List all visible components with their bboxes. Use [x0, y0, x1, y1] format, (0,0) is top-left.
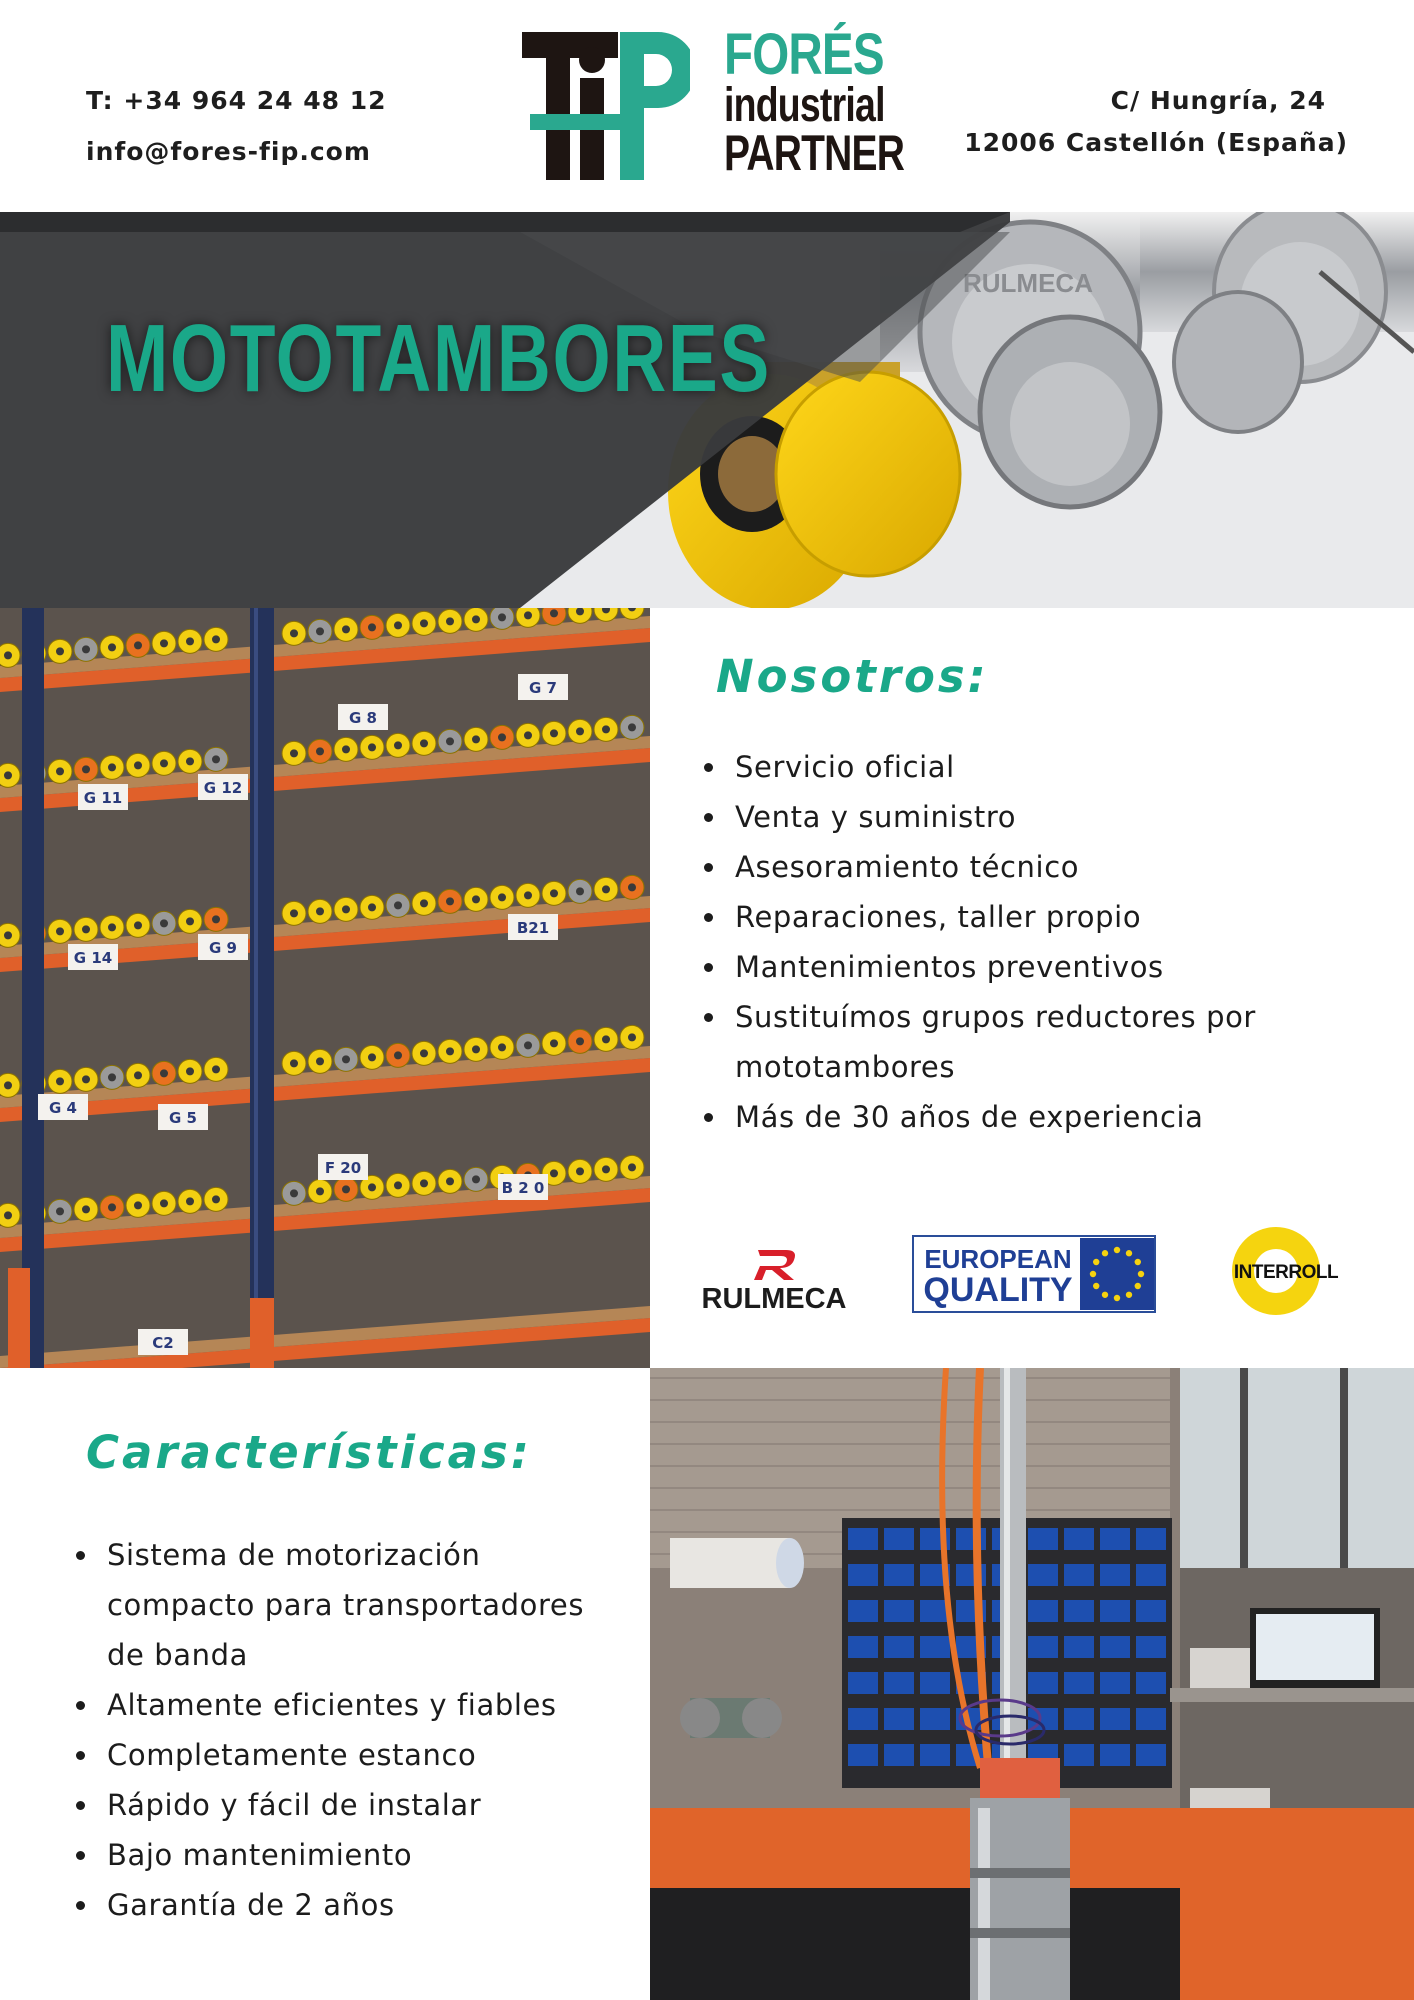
parts-bin [1136, 1672, 1166, 1694]
roller-axle [4, 931, 12, 939]
street-address: C/ Hungría, 24 [1110, 86, 1326, 115]
roller-axle [82, 765, 90, 773]
roller-axle [420, 739, 428, 747]
roller-axle [290, 749, 298, 757]
roller-axle [628, 1163, 636, 1171]
roller-axle [394, 741, 402, 749]
parts-bin [1028, 1528, 1058, 1550]
roller-axle [160, 639, 168, 647]
eu-star-icon [1138, 1271, 1144, 1277]
parts-bin [920, 1672, 950, 1694]
roller-axle [498, 613, 506, 621]
parts-bin [884, 1744, 914, 1766]
fip-logo-icon [520, 26, 690, 180]
brand-wordmark [724, 22, 905, 181]
parts-bin [884, 1600, 914, 1622]
shelf-label: B21 [516, 919, 550, 937]
roller-axle [550, 1039, 558, 1047]
roller-axle [56, 927, 64, 935]
roller-axle [628, 723, 636, 731]
list-item: Mantenimientos preventivos [700, 942, 1380, 992]
roller-axle [420, 1179, 428, 1187]
roller-axle [342, 1185, 350, 1193]
about-list [700, 742, 1380, 1142]
roller-axle [498, 1043, 506, 1051]
eu-star-icon [1114, 1247, 1120, 1253]
roller-axle [524, 1041, 532, 1049]
roller-axle [82, 645, 90, 653]
roller-axle [446, 617, 454, 625]
roller-axle [134, 1071, 142, 1079]
parts-bin [848, 1528, 878, 1550]
eu-star-icon [1093, 1259, 1099, 1265]
roller-axle [342, 905, 350, 913]
roller-axle [4, 651, 12, 659]
eu-star-icon [1090, 1271, 1096, 1277]
parts-bin [1028, 1636, 1058, 1658]
email-address: info@fores-fip.com [86, 137, 371, 166]
roller-axle [394, 1181, 402, 1189]
roller-axle [56, 1207, 64, 1215]
shelf-label: G 14 [73, 949, 113, 967]
roller-axle [446, 897, 454, 905]
parts-bin [920, 1636, 950, 1658]
parts-bin [1100, 1672, 1130, 1694]
eu-star-icon [1114, 1295, 1120, 1301]
roller-axle [316, 907, 324, 915]
eu-star-icon [1135, 1259, 1141, 1265]
parts-bin [1100, 1528, 1130, 1550]
brand-line-industrial: industrial [724, 79, 885, 132]
parts-bin [1100, 1744, 1130, 1766]
roller-axle [108, 1203, 116, 1211]
roller-axle [108, 923, 116, 931]
parts-bin [1028, 1564, 1058, 1586]
parts-bin [956, 1528, 986, 1550]
roller-axle [602, 1165, 610, 1173]
phone-number: T: +34 964 24 48 12 [86, 86, 387, 115]
roller-axle [316, 627, 324, 635]
roller-axle [472, 615, 480, 623]
parts-bin [1028, 1672, 1058, 1694]
list-item: Servicio oficial [700, 742, 1380, 792]
roller-axle [212, 755, 220, 763]
rulmeca-wordmark: RULMECA [701, 1283, 847, 1314]
roller-axle [472, 1175, 480, 1183]
roller-axle [498, 893, 506, 901]
roller-axle [368, 1183, 376, 1191]
roller-axle [472, 895, 480, 903]
hero-banner [0, 212, 1414, 608]
roller-axle [524, 611, 532, 619]
eq-line-2: QUALITY [923, 1271, 1073, 1309]
list-item: Más de 30 años de experiencia [700, 1092, 1380, 1142]
roller-axle [4, 771, 12, 779]
parts-bin [848, 1672, 878, 1694]
parts-bin [1064, 1708, 1094, 1730]
shelf-label: G 9 [209, 939, 237, 957]
shelf-label: G 5 [169, 1109, 197, 1127]
shelf-label: G 12 [203, 779, 243, 797]
roller-axle [134, 1201, 142, 1209]
parts-bin [1136, 1708, 1166, 1730]
roller-axle [498, 733, 506, 741]
list-item: Asesoramiento técnico [700, 842, 1380, 892]
parts-bin [848, 1708, 878, 1730]
roller-axle [368, 743, 376, 751]
roller-axle [576, 1037, 584, 1045]
eu-star-icon [1102, 1292, 1108, 1298]
roller-axle [186, 757, 194, 765]
parts-bin [1100, 1600, 1130, 1622]
roller-axle [602, 1035, 610, 1043]
roller-axle [160, 759, 168, 767]
brand-line-partner: PARTNER [724, 125, 905, 181]
roller-axle [420, 899, 428, 907]
roller-axle [4, 1211, 12, 1219]
roller-axle [290, 909, 298, 917]
list-item: Altamente eficientes y fiables [72, 1680, 632, 1730]
parts-bin [1136, 1564, 1166, 1586]
parts-bin [1028, 1600, 1058, 1622]
eu-star-icon [1126, 1292, 1132, 1298]
roller-axle [342, 1055, 350, 1063]
city-address: 12006 Castellón (España) [964, 128, 1348, 157]
parts-bin [848, 1564, 878, 1586]
roller-axle [160, 919, 168, 927]
parts-bin [1064, 1636, 1094, 1658]
roller-axle [108, 643, 116, 651]
shelf-label: B 2 0 [501, 1179, 545, 1197]
roller-axle [446, 737, 454, 745]
roller-axle [472, 735, 480, 743]
roller-axle [316, 747, 324, 755]
list-item: Garantía de 2 años [72, 1880, 632, 1930]
roller-axle [212, 635, 220, 643]
workshop-image [650, 1368, 1414, 2000]
eu-star-icon [1126, 1250, 1132, 1256]
roller-axle [56, 1077, 64, 1085]
roller-axle [212, 1065, 220, 1073]
roller-axle [316, 1057, 324, 1065]
interroll-wordmark: INTERROLL [1233, 1262, 1339, 1283]
drum-brand-engraving: RULMECA [963, 268, 1093, 298]
roller-axle [82, 1075, 90, 1083]
roller-axle [550, 609, 558, 617]
eu-star-icon [1093, 1283, 1099, 1289]
parts-bin [1064, 1600, 1094, 1622]
warehouse-shelves-image [0, 608, 650, 1368]
roller-axle [446, 1177, 454, 1185]
roller-axle [108, 1073, 116, 1081]
parts-bin [848, 1636, 878, 1658]
roller-axle [82, 1205, 90, 1213]
roller-axle [576, 1167, 584, 1175]
roller-axle [186, 637, 194, 645]
brand-line-fores: FORÉS [724, 22, 884, 87]
roller-axle [290, 1059, 298, 1067]
roller-axle [290, 1189, 298, 1197]
roller-axle [602, 725, 610, 733]
roller-axle [160, 1199, 168, 1207]
roller-axle [212, 1195, 220, 1203]
parts-bin [884, 1672, 914, 1694]
parts-bin [1100, 1636, 1130, 1658]
roller-axle [160, 1069, 168, 1077]
roller-axle [4, 1081, 12, 1089]
list-item: Completamente estanco [72, 1730, 632, 1780]
roller-axle [394, 621, 402, 629]
roller-axle [82, 925, 90, 933]
roller-axle [628, 1033, 636, 1041]
roller-axle [212, 915, 220, 923]
roller-axle [394, 1051, 402, 1059]
parts-bin [1100, 1708, 1130, 1730]
list-item: Sustituímos grupos reductores por mototambores [700, 992, 1305, 1092]
parts-bin [920, 1744, 950, 1766]
shelf-label: G 4 [49, 1099, 77, 1117]
parts-bin [884, 1708, 914, 1730]
european-quality-badge [912, 1235, 1156, 1313]
roller-axle [134, 921, 142, 929]
roller-axle [368, 1053, 376, 1061]
parts-bin [884, 1528, 914, 1550]
list-item: Reparaciones, taller propio [700, 892, 1380, 942]
list-item: Venta y suministro [700, 792, 1380, 842]
list-item: Rápido y fácil de instalar [72, 1780, 632, 1830]
shelf-label: G 11 [83, 789, 123, 807]
roller-axle [446, 1047, 454, 1055]
roller-axle [524, 731, 532, 739]
parts-bin [1064, 1564, 1094, 1586]
shelf-label: G 8 [349, 709, 377, 727]
parts-bin [848, 1600, 878, 1622]
list-item: Sistema de motorización compacto para transportadores de banda [72, 1530, 607, 1680]
roller-axle [628, 883, 636, 891]
shelf-label: F 20 [324, 1159, 362, 1177]
about-title: Nosotros: [716, 650, 989, 703]
parts-bin [1064, 1672, 1094, 1694]
roller-axle [368, 903, 376, 911]
roller-axle [420, 619, 428, 627]
roller-axle [342, 625, 350, 633]
roller-axle [342, 745, 350, 753]
shelf-label: G 7 [529, 679, 557, 697]
shelf-label: C2 [152, 1334, 174, 1352]
workshop-photo [650, 1368, 1414, 2000]
features-title: Características: [86, 1426, 532, 1479]
roller-axle [134, 641, 142, 649]
parts-bin [1136, 1528, 1166, 1550]
parts-bin [1064, 1528, 1094, 1550]
parts-bin [1064, 1744, 1094, 1766]
parts-bin [1136, 1744, 1166, 1766]
roller-axle [550, 729, 558, 737]
roller-axle [368, 623, 376, 631]
roller-axle [576, 887, 584, 895]
features-list [72, 1530, 632, 1930]
page-header [0, 0, 1414, 212]
roller-axle [186, 1067, 194, 1075]
eu-star-icon [1102, 1250, 1108, 1256]
roller-axle [394, 901, 402, 909]
parts-bin [848, 1744, 878, 1766]
warehouse-shelves-photo [0, 608, 650, 1368]
roller-axle [524, 891, 532, 899]
parts-bin [884, 1636, 914, 1658]
eq-line-1: EUROPEAN [924, 1244, 1072, 1274]
roller-axle [472, 1045, 480, 1053]
roller-axle [420, 1049, 428, 1057]
parts-bin [1136, 1636, 1166, 1658]
rulmeca-logo [686, 1244, 862, 1314]
eu-star-icon [1135, 1283, 1141, 1289]
interroll-logo [1218, 1226, 1354, 1316]
roller-axle [576, 727, 584, 735]
roller-axle [56, 767, 64, 775]
hero-title: MOTOTAMBORES [106, 305, 771, 412]
roller-axle [290, 629, 298, 637]
roller-axle [316, 1187, 324, 1195]
roller-axle [108, 763, 116, 771]
parts-bin [1136, 1600, 1166, 1622]
parts-bin [920, 1708, 950, 1730]
roller-axle [56, 647, 64, 655]
roller-axle [186, 917, 194, 925]
roller-axle [550, 1169, 558, 1177]
roller-axle [186, 1197, 194, 1205]
parts-bin [884, 1564, 914, 1586]
roller-axle [550, 889, 558, 897]
roller-axle [602, 885, 610, 893]
list-item: Bajo mantenimiento [72, 1830, 632, 1880]
roller-axle [134, 761, 142, 769]
parts-bin [1100, 1564, 1130, 1586]
